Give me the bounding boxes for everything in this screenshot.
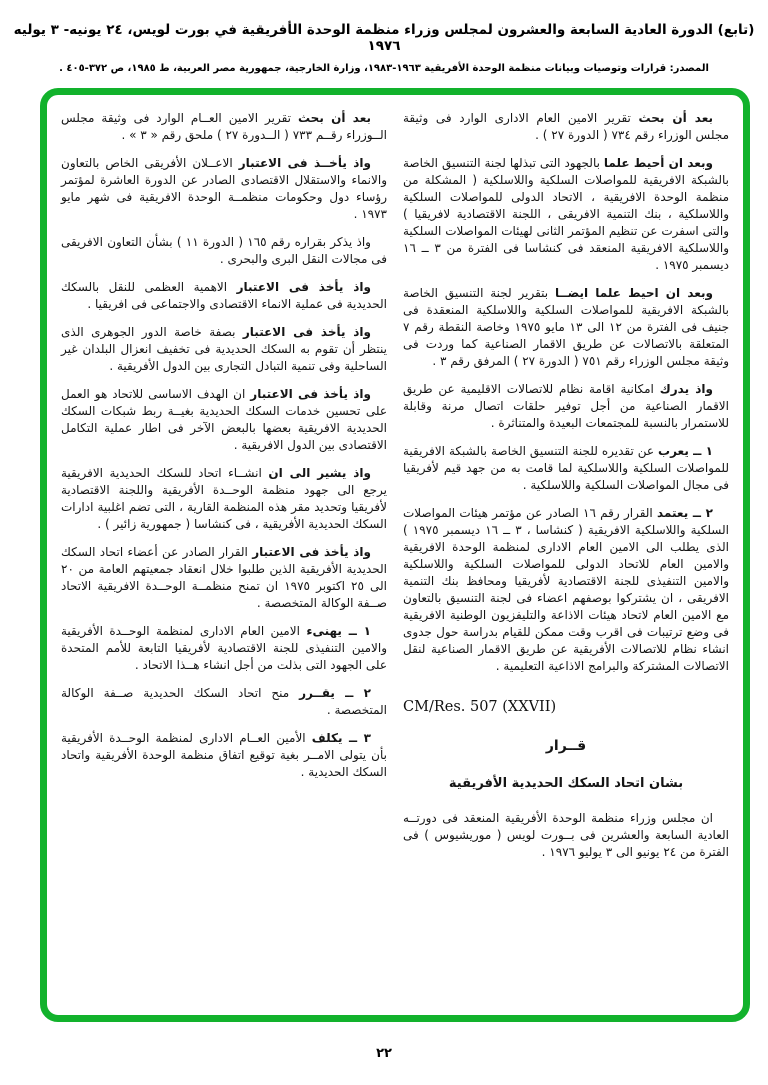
paragraph-text: الأمين العــام الادارى لمنظمة الوحــدة الأفريقية بأن يتولى الامــر بغية توقيع اتفاق منظمة الوحدة الأفريقية واتحاد السكك الحديدية . xyxy=(61,731,387,779)
paragraph-lead: ١ ــ يهنىء xyxy=(306,624,371,638)
paragraph xyxy=(61,110,387,144)
paragraph-text: ان الهدف الاساسى للاتحاد هو العمل على تحسين خدمات السكك الحديدية بغيــة ربط شبكات السكك الحديدية الافريقية بعضها بالبعض الآخر فى اطار عملية التكامل الاقتصادى بين الدول الافريقية . xyxy=(61,387,387,452)
paragraph-lead: ١ ــ يعرب xyxy=(658,444,713,458)
paragraph xyxy=(403,381,729,432)
two-column-content xyxy=(47,95,743,1015)
paragraph xyxy=(61,155,387,223)
paragraph-lead: ٢ ــ يقــرر xyxy=(299,686,371,700)
paragraph xyxy=(61,279,387,313)
numbered-item xyxy=(403,443,729,494)
paragraph-text: تقرير الامين العــام الوارد فى وثيقة مجلس الــوزراء رقــم ٧٣٣ ( الــدورة ٢٧ ) ملحق رقم « ٣ » . xyxy=(61,111,387,142)
paragraph-text: واذ يذكر بقراره رقم ١٦٥ ( الدورة ١١ ) بشأن التعاون الافريقى فى مجالات النقل البرى والبحرى . xyxy=(61,235,387,266)
paragraph-text: الاهمية العظمى للنقل بالسكك الحديدية فى عملية الانماء الاقتصادى والاجتماعى فى افريقيا . xyxy=(61,280,387,311)
paragraph-text: بالجهود التى تبذلها لجنة التنسيق الخاصة بالشبكة الافريقية للمواصلات السلكية واللاسلكية ( المشكلة من منظمة الوحدة الافريقية ، الاتحاد الدولى للمواصلات السلكية واللاسلكية ، بنك التنمية الافريقى ، اللجنة الاقتصادية لافريقيا ) والتى اسفرت عن تنظيم المؤتمر الثانى لهيئات المواصلات السلكية واللاسلكية الافريقية المنعقد فى كنشاسا فى الفترة من ٣ ــ ١٦ ديسمبر ١٩٧٥ . xyxy=(403,156,729,272)
paragraph-lead: واذ يأخذ فى الاعتبار xyxy=(236,280,371,294)
paragraph xyxy=(403,285,729,370)
column-left xyxy=(61,110,387,1000)
paragraph-lead: بعد أن بحث xyxy=(297,111,372,125)
paragraph-lead: واذ يأخــذ فى الاعتبار xyxy=(238,156,371,170)
paragraph-text: امكانية اقامة نظام للاتصالات الاقليمية عن طريق الاقمار الصناعية من أجل توفير حلقات اتصال مرنة وقابلة للاستمرار بالنسبة للمجتمعات البعيدة والمتناثرة . xyxy=(403,382,729,430)
paragraph-text: عن تقديره للجنة التنسيق الخاصة بالشبكة الافريقية للمواصلات السلكية واللاسلكية لما قامت به من جهد قيم لأفريقيا فى مجال المواصلات السلكية واللاسلكية . xyxy=(403,444,729,492)
numbered-item xyxy=(61,623,387,674)
paragraph xyxy=(61,465,387,533)
paragraph-lead: واذ يأخذ فى الاعتبار xyxy=(252,545,371,559)
paragraph xyxy=(403,110,729,144)
page-number: ٢٢ xyxy=(376,1046,392,1061)
paragraph-text: بتقرير لجنة التنسيق الخاصة بالشبكة الافريقية للمواصلات السلكية واللاسلكية المنعقدة فى جنيف فى الفترة من ١٢ الى ١٣ مايو ١٩٧٥ وخاصة النقطة رقم ٧ المتعلقة بالاتصالات عن طريق الاقمار الصناعية كما وردت فى وثيقة مجلس الوزراء رقم ٧٥١ ( الدورة ٢٧ ) المرفق رقم ٣ . xyxy=(403,286,729,368)
paragraph-lead: وبعد ان احيط علما ايضــا xyxy=(554,286,713,300)
paragraph-lead: ٢ ــ يعتمد xyxy=(657,506,713,520)
resolution-heading: قــرار xyxy=(545,738,587,754)
green-border-frame xyxy=(40,88,750,1022)
paragraph-text: القرار رقم ١٦ الصادر عن مؤتمر هيئات المواصلات السلكية واللاسلكية الافريقية ( كنشاسا ، ٣ ــ ١٦ ديسمبر ١٩٧٥ ) الذى يطلب الى الامين العام الادارى لمنظمة الوحدة الافريقية والامين العام للاتحاد الدولى للمواصلات السلكية واللاسلكية والامين التنفيذى للجنة الاقتصادية لأفريقيا ومحافظ بنك التنمية الافريقى ، ان يشتركوا بوصفهم اعضاء فى لجنة التنسيق بالتعاون مع الامين العام لاتحاد هيئات الاذاعة والتليفزيون الوطنية الافريقية فى وضع ترتيبات فى اقرب وقت ممكن للقيام بدراسة حول جدوى انشاء نظام للاتصالات الأفريقية عن طريق الاقمار الصناعية لنقل الاتصالات المشتركة والبرامج الاذاعية التعليمية . xyxy=(403,506,729,673)
paragraph-text: القرار الصادر عن أعضاء اتحاد السكك الحديدية الأفريقية الذين طلبوا خلال انعقاد جمعيتهم العامة من ٢٠ الى ٢٥ اكتوبر ١٩٧٥ ان تمنح منظمــة الوحــدة الافريقية الاتحاد صــفة الوكالة المتخصصة . xyxy=(61,545,387,610)
document-header xyxy=(0,22,768,74)
resolution-intro: ان مجلس وزراء منظمة الوحدة الأفريقية المنعقد فى دورتــه العادية السابعة والعشرين فى بــورت لويس ( موريشيوس ) فى الفترة من ٢٤ يونيو الى ٣ يوليو ١٩٧٦ . xyxy=(403,811,729,859)
paragraph xyxy=(403,155,729,274)
paragraph-lead: واذ يدرك xyxy=(659,382,713,396)
paragraph xyxy=(61,544,387,612)
paragraph-lead: بعد أن بحث xyxy=(638,111,714,125)
paragraph-text: منح اتحاد السكك الحديدية صــفة الوكالة المتخصصة . xyxy=(61,686,387,717)
session-title: (تابع) الدورة العادية السابعة والعشرون لمجلس وزراء منظمة الوحدة الأفريقية في بورت لويس، ٢٤ يونيه- ٣ يوليه ١٩٧٦ xyxy=(13,22,755,54)
paragraph xyxy=(61,386,387,454)
resolution-subject: بشان اتحاد السكك الحديدية الأفريقية xyxy=(448,776,684,791)
paragraph-text: الاعــلان الأفريقى الخاص بالتعاون والانماء والاستقلال الاقتصادى الصادر عن الدورة العاشرة لمؤتمر رؤساء دول وحكومات منظمــة الوحدة الافريقية فى شهر مايو ١٩٧٣ . xyxy=(61,156,387,221)
paragraph-text: تقرير الامين العام الادارى الوارد فى وثيقة مجلس الوزراء رقم ٧٣٤ ( الدورة ٢٧ ) . xyxy=(403,111,729,142)
resolution-reference: CM/Res. 507 (XXVII) xyxy=(403,699,557,715)
paragraph-lead: ٣ ــ يكلف xyxy=(311,731,371,745)
paragraph-lead: واذ يأخذ فى الاعتبار xyxy=(250,387,371,401)
paragraph xyxy=(61,234,387,268)
paragraph-lead: وبعد ان أحيط علما xyxy=(603,156,713,170)
paragraph-text: الامين العام الادارى لمنظمة الوحــدة الأفريقية والامين التنفيذى للجنة الاقتصادية لأفريقيا التابعة للأمم المتحدة على الجهود التى بذلت من أجل انشاء هــذا الاتحاد . xyxy=(61,624,387,672)
paragraph-text: انشــاء اتحاد للسكك الحديدية الافريقية يرجع الى جهود منظمة الوحــدة الأفريقية واللجنة الاقتصادية لأفريقيا وتحديد مقر هذه المنظمة القارية ، التى تضم اغلبية ادارات السكك الحديدية الأفريقية ، فى كنشاسا ( جمهورية زائير ) . xyxy=(61,466,387,531)
paragraph-text: بصفة خاصة الدور الجوهرى الذى ينتظر أن تقوم به السكك الحديدية فى تخفيف انعزال البلدان غير الساحلية وفى تنمية التبادل التجارى بين الدول الأفريقية . xyxy=(61,325,387,373)
paragraph-lead: واذ يأخذ فى الاعتبار xyxy=(242,325,371,339)
numbered-item xyxy=(403,505,729,675)
numbered-item xyxy=(61,730,387,781)
column-right xyxy=(403,110,729,1000)
paragraph xyxy=(61,324,387,375)
source-citation: المصدر: قرارات وتوصيات وبيانات منظمة الوحدة الأفريقية ١٩٦٣-١٩٨٣، وزارة الخارجية، جمهورية مصر العربية، ط ١٩٨٥، ص ٣٧٢-٤٠٥ . xyxy=(59,63,709,74)
paragraph-lead: واذ يشير الى ان xyxy=(268,466,371,480)
numbered-item xyxy=(61,685,387,719)
